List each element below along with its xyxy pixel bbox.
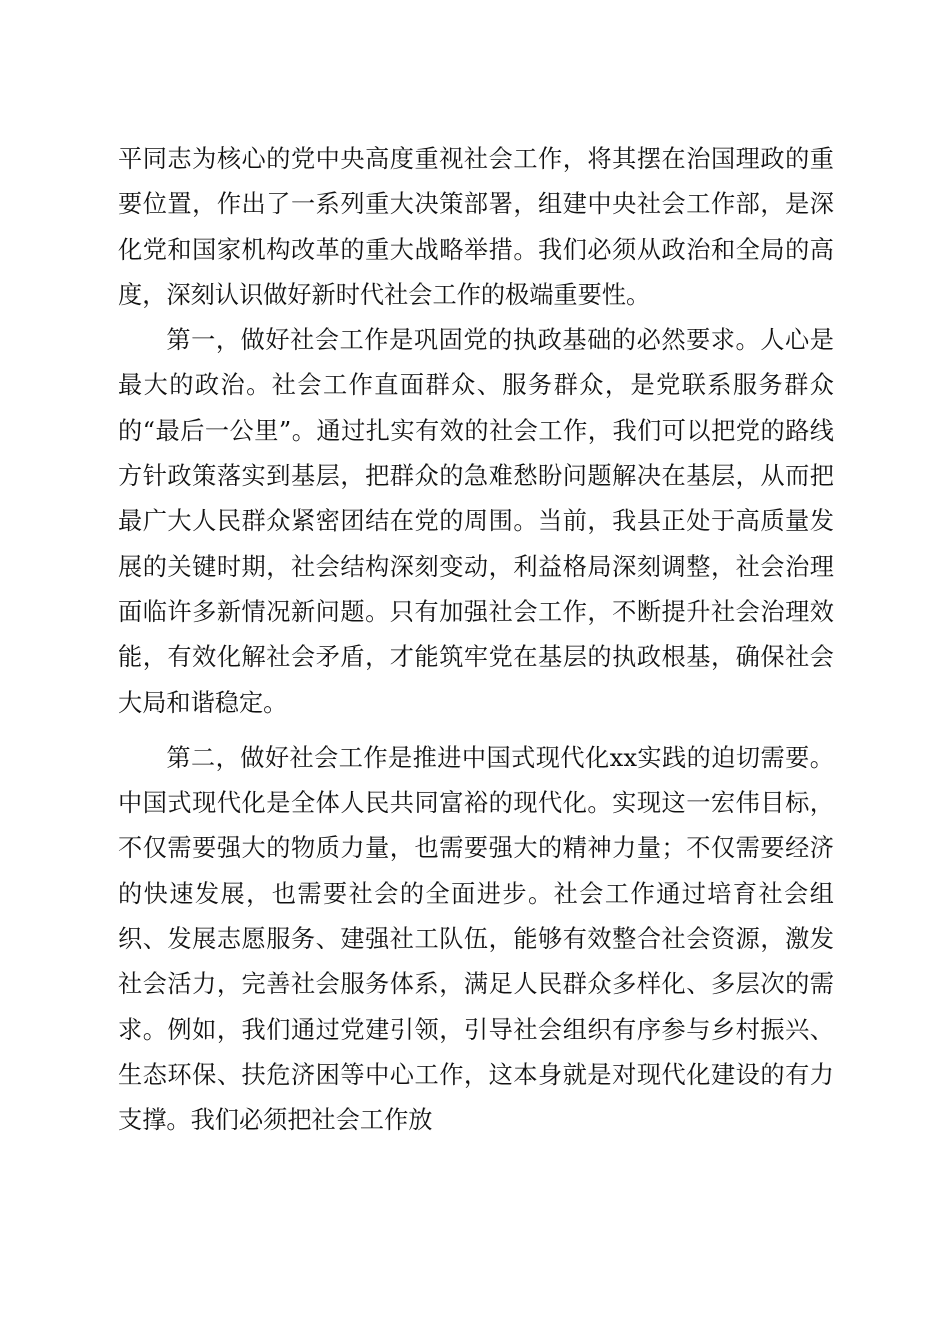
paragraph-intro-continued: 平同志为核心的党中央高度重视社会工作，将其摆在治国理政的重要位置，作出了一系列重大决策部署，组建中央社会工作部，是深化党和国家机构改革的重大战略举措。我们必须从政治和全局的高度，深刻认识做好新时代社会工作的极端重要性。 (118, 145, 834, 309)
paragraph-first-point: 第一，做好社会工作是巩固党的执政基础的必然要求。人心是最大的政治。社会工作直面群众、服务群众，是党联系服务群众的“最后一公里”。通过扎实有效的社会工作，我们可以把党的路线方针政策落实到基层，把群众的急难愁盼问题解决在基层，从而把最广大人民群众紧密团结在党的周围。当前，我县正处于高质量发展的关键时期，社会结构深刻变动，利益格局深刻调整，社会治理面临许多新情况新问题。只有加强社会工作，不断提升社会治理效能，有效化解社会矛盾，才能筑牢党在基层的执政根基，确保社会大局和谐稳定。 (118, 326, 834, 717)
paragraph-second-point: 第二，做好社会工作是推进中国式现代化xx实践的迫切需要。中国式现代化是全体人民共同富裕的现代化。实现这一宏伟目标，不仅需要强大的物质力量，也需要强大的精神力量；不仅需要经济的快速发展，也需要社会的全面进步。社会工作通过培育社会组织、发展志愿服务、建强社工队伍，能够有效整合社会资源，激发社会活力，完善社会服务体系，满足人民群众多样化、多层次的需求。例如，我们通过党建引领，引导社会组织有序参与乡村振兴、生态环保、扶危济困等中心工作，这本身就是对现代化建设的有力支撑。我们必须把社会工作放 (118, 743, 834, 1135)
body-text (118, 137, 834, 1144)
